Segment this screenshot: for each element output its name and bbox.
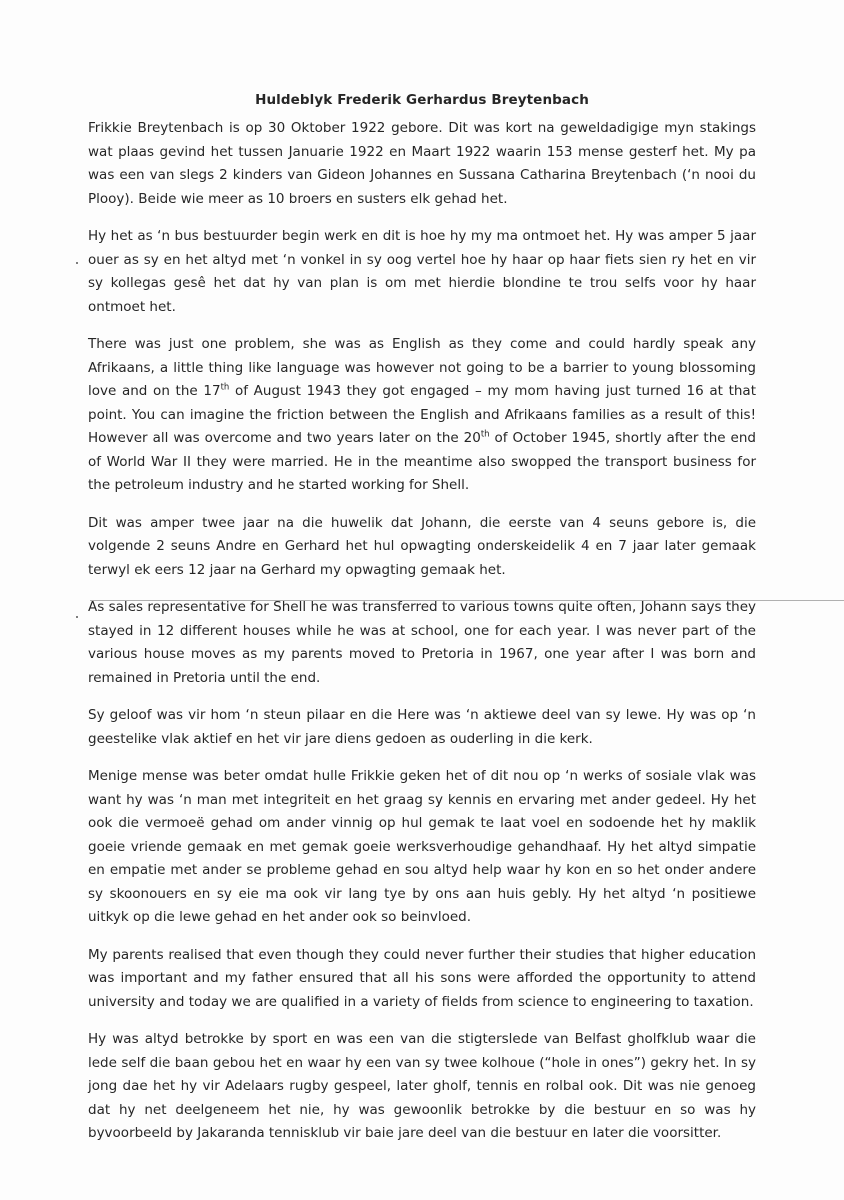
paragraph-engagement-part: of August 1943 they got engaged – my mom having just turned 16 at that point. You can imagine the friction between the English and Afrikaans families as a result of this! However all was overcome and two years later on the 20 [88,383,756,446]
document-page [88,92,756,1160]
paragraph-engagement-part: of October 1945, shortly after the end of World War II they were married. He in the meantime also swopped the transport business for the petroleum industry and he started working for Shell. [88,430,756,493]
document-title: Huldeblyk Frederik Gerhardus Breytenbach [255,92,589,108]
paragraph-sons: Dit was amper twee jaar na die huwelik dat Johann, die eerste van 4 seuns gebore is, die volgende 2 seuns Andre en Gerhard het hul opwagting onderskeidelik 4 en 7 jaar later gemaak terwyl ek eers 12 jaar na Gerhard my opwagting gemaak het. [88,514,756,578]
scan-speck [76,262,78,264]
paragraph-character: Menige mense was beter omdat hulle Frikkie geken het of dit nou op ‘n werks of sosiale vlak was want hy was ‘n man met integriteit en het graag sy kennis en ervaring met ander gedeel. Hy het ook die vermoeë gehad om ander vinnig op hul gemak te laat voel en sodoende het hy maklik goeie vriende gemaak en met gemak goeie werksverhoudige gehandhaaf. Hy het altyd simpatie en empatie met ander se probleme gehad en sou altyd help waar hy kon en so het onder andere sy skoonouers en sy eie ma ook vir lang tye by ons aan huis gebly. Hy het altyd ‘n positiewe uitkyk op die lewe gehad en het ander ook so beinvloed. [88,768,756,925]
paragraph-education: My parents realised that even though they could never further their studies that higher education was important and my father ensured that all his sons were afforded the opportunity to attend university and today we are qualified in a variety of fields from science to engineering to taxation. [88,946,756,1010]
paragraph-faith: Sy geloof was vir hom ‘n steun pilaar en die Here was ‘n aktiewe deel van sy lewe. Hy was op ‘n geestelike vlak aktief en het vir jare diens gedoen as ouderling in die kerk. [88,707,756,747]
ordinal-suffix: th [480,429,490,440]
ordinal-suffix: th [220,382,230,393]
paragraph-bus-driver: Hy het as ‘n bus bestuurder begin werk en dit is hoe hy my ma ontmoet het. Hy was amper 5 jaar ouer as sy en het altyd met ‘n vonkel in sy oog vertel hoe hy haar op haar fiets sien ry het en vir sy kollegas gesê het dat hy van plan is om met hierdie blondine te trou selfs voor hy haar ontmoet het. [88,228,756,315]
scan-speck [76,616,78,618]
paragraph-engagement-part: There was just one problem, she was as English as they come and could hardly speak any Afrikaans, a little thing like language was however not going to be a barrier to young blossoming love and on the 17 [88,336,756,399]
paragraph-birth: Frikkie Breytenbach is op 30 Oktober 1922 gebore. Dit was kort na geweldadigige myn stakings wat plaas gevind het tussen Januarie 1922 en Maart 1922 waarin 153 mense gesterf het. My pa was een van slegs 2 kinders van Gideon Johannes en Sussana Catharina Breytenbach (‘n nooi du Plooy). Beide wie meer as 10 broers en susters elk gehad het. [88,120,756,207]
paragraph-engagement [88,333,756,498]
paragraph-shell: As sales representative for Shell he was transferred to various towns quite often, Johann says they stayed in 12 different houses while he was at school, one for each year. I was never part of the various house moves as my parents moved to Pretoria in 1967, one year after I was born and remained in Pretoria until the end. [88,599,756,686]
paragraph-sport: Hy was altyd betrokke by sport en was een van die stigterslede van Belfast gholfklub waar die lede self die baan gebou het en waar hy een van sy twee kolhoue (“hole in ones”) gekry het. In sy jong dae het hy vir Adelaars rugby gespeel, later gholf, tennis en rolbal ook. Dit was nie genoeg dat hy net deelgeneem het nie, hy was gewoonlik betrokke by die bestuur en so was hy byvoorbeeld by Jakaranda tennisklub vir baie jare deel van die bestuur en later die voorsitter. [88,1031,756,1141]
